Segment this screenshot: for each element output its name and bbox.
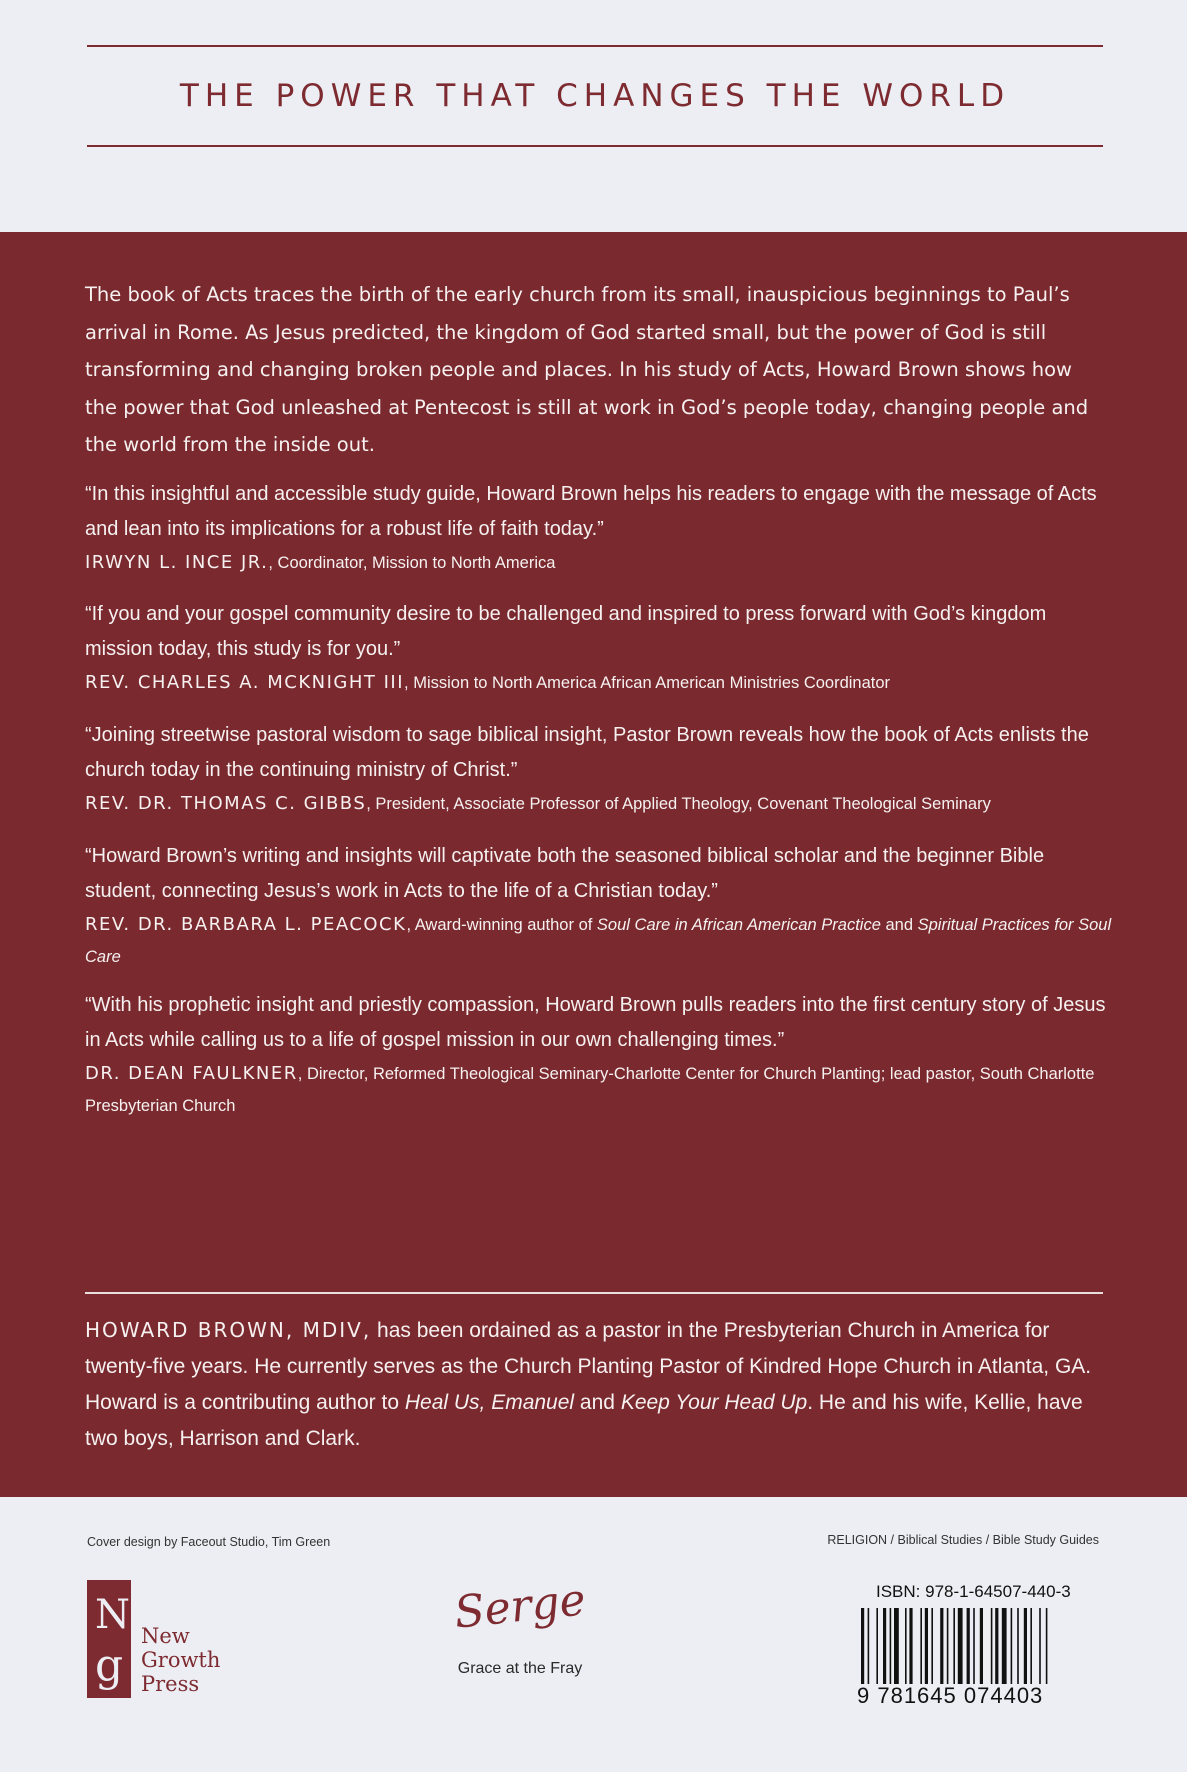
bio-book-title: Keep Your Head Up	[620, 1391, 808, 1414]
endorser-role: , Mission to North America African American Ministries Coordinator	[404, 674, 891, 692]
endorsement	[85, 718, 1115, 820]
category-label: RELIGION / Biblical Studies / Bible Study Guides	[827, 1533, 1099, 1547]
endorsement-attribution	[85, 667, 1115, 699]
endorser-name: REV. CHARLES A. MCKNIGHT III	[85, 672, 405, 693]
serge-wordmark: Serge	[451, 1574, 588, 1639]
endorser-role: , Director, Reformed Theological Seminary-Charlotte Center for Church Planting; lead pastor, South Charlotte Presbyterian Church	[85, 1065, 1095, 1115]
endorser-role: , President, Associate Professor of Applied Theology, Covenant Theological Seminary	[366, 795, 991, 813]
headline-rule	[87, 145, 1103, 147]
description-panel	[0, 232, 1187, 1497]
author-name: HOWARD BROWN, MDIV,	[85, 1318, 372, 1342]
publisher-name: New Growth Press	[141, 1624, 221, 1696]
endorsement-text: “If you and your gospel community desire to be challenged and inspired to press forward with God’s kingdom mission today, this study is for you.”	[85, 603, 1047, 660]
endorsement-attribution	[85, 788, 1115, 820]
endorser-book-title: Soul Care in African American Practice	[596, 916, 881, 934]
endorser-name: REV. DR. BARBARA L. PEACOCK	[85, 914, 407, 935]
bio-text: has been ordained as a pastor in the Presbyterian Church in America for twenty-five years. He currently serves as the Church Planting Pastor of Kindred Hope Church in Atlanta, GA. Howard is a contributing author to	[85, 1319, 1092, 1414]
endorsement-text: “With his prophetic insight and priestly compassion, Howard Brown pulls readers into the first century story of Jesus in Acts while calling us to a life of gospel mission in our own challenging times.”	[85, 994, 1106, 1051]
isbn-label: ISBN: 978-1-64507-440-3	[876, 1582, 1071, 1601]
endorsement-attribution	[85, 547, 1115, 579]
bio-text-end: . He and his wife, Kellie, have two boys, Harrison and Clark.	[85, 1391, 1083, 1450]
endorsement-attribution	[85, 909, 1115, 973]
endorsement-attribution	[85, 1058, 1115, 1122]
endorsement-text: “Joining streetwise pastoral wisdom to sage biblical insight, Pastor Brown reveals how the book of Acts enlists the church today in the continuing ministry of Christ.”	[85, 724, 1089, 781]
barcode-icon	[857, 1608, 1102, 1686]
endorsement-text: “In this insightful and accessible study guide, Howard Brown helps his readers to engage with the message of Acts and lean into its implications for a robust life of faith today.”	[85, 483, 1097, 540]
barcode-digits: 9 781645 074403	[857, 1683, 1044, 1708]
endorsement	[85, 988, 1115, 1122]
serge-tagline: Grace at the Fray	[457, 1660, 583, 1677]
monogram-n: N	[95, 1592, 130, 1638]
bio-and: and	[574, 1391, 621, 1414]
endorsement	[85, 597, 1115, 699]
endorsement-text: “Howard Brown’s writing and insights will captivate both the seasoned biblical scholar and the beginner Bible student, connecting Jesus’s work in Acts to the life of a Christian today.”	[85, 845, 1045, 902]
publisher-logo	[87, 1580, 237, 1700]
headline: THE POWER THAT CHANGES THE WORLD	[179, 78, 1011, 114]
endorser-book-title: Spiritual Practices for Soul Care	[85, 916, 1112, 966]
serge-logo	[440, 1574, 600, 1702]
endorser-name: REV. DR. THOMAS C. GIBBS	[85, 793, 367, 814]
top-rule	[87, 45, 1103, 47]
endorsement	[85, 477, 1115, 579]
endorsement	[85, 839, 1115, 973]
endorser-name: IRWYN L. INCE JR.	[85, 552, 269, 573]
endorser-role: , Award-winning author of	[406, 916, 597, 934]
bio-divider	[85, 1292, 1103, 1294]
endorser-name: DR. DEAN FAULKNER	[85, 1063, 298, 1084]
author-bio	[85, 1312, 1115, 1457]
monogram-g: g	[95, 1640, 124, 1691]
endorser-role-and: and	[880, 916, 918, 934]
endorser-role: , Coordinator, Mission to North America	[268, 554, 556, 572]
book-description: The book of Acts traces the birth of the early church from its small, inauspicious beginnings to Paul’s arrival in Rome. As Jesus predicted, the kingdom of God started small, but the power of God is still transforming and changing broken people and places. In his study of Acts, Howard Brown shows how the power that God unleashed at Pentecost is still at work in God’s people today, changing people and the world from the inside out.	[85, 283, 1089, 456]
cover-credit: Cover design by Faceout Studio, Tim Green	[87, 1535, 331, 1549]
ng-monogram-icon	[87, 1580, 131, 1698]
bio-book-title: Heal Us, Emanuel	[404, 1391, 575, 1414]
